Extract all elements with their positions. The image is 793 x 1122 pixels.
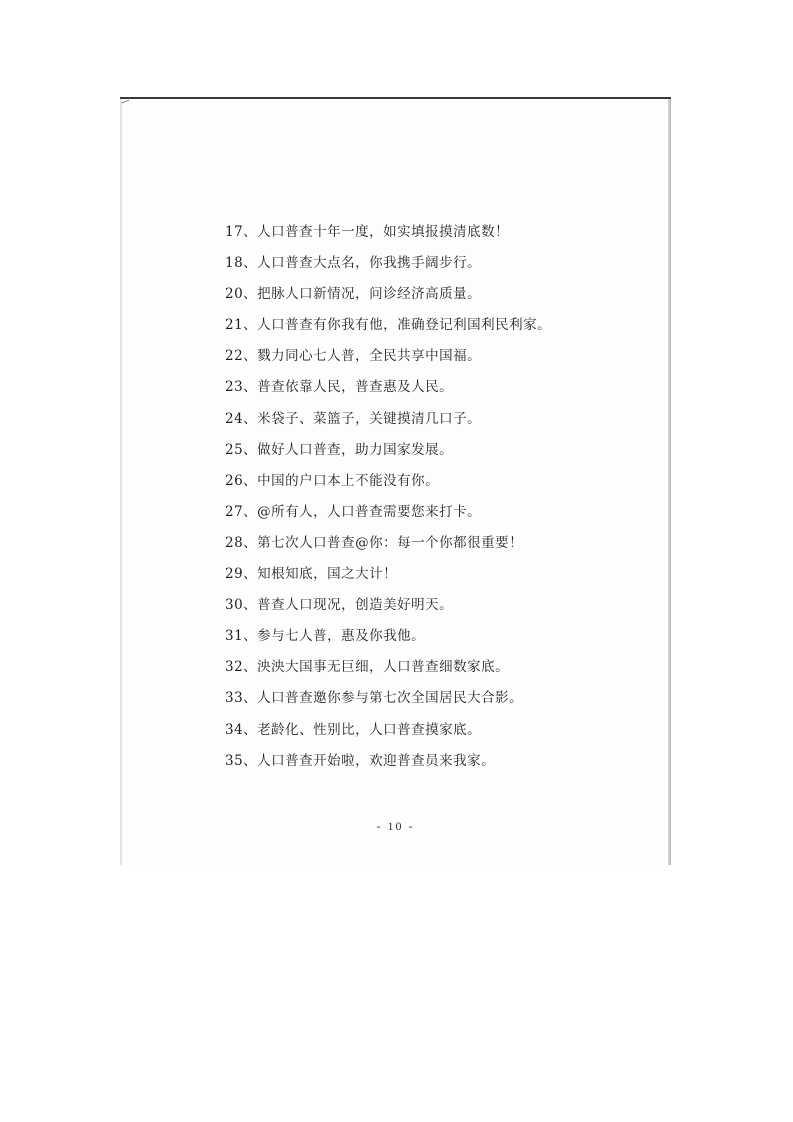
slogan-item: 31、参与七人普，惠及你我他。 (225, 628, 426, 645)
slogan-item: 33、人口普查邀你参与第七次全国居民大合影。 (225, 690, 524, 707)
slogan-item: 21、人口普查有你我有他，准确登记利国利民利家。 (225, 317, 552, 334)
slogan-item: 20、把脉人口新情况，问诊经济高质量。 (225, 286, 482, 303)
slogan-item: 30、普查人口现况，创造美好明天。 (225, 597, 454, 614)
slogan-list (225, 217, 551, 777)
slogan-item: 24、米袋子、菜篮子，关键摸清几口子。 (225, 410, 482, 427)
slogan-item: 23、普查依靠人民，普查惠及人民。 (225, 379, 454, 396)
page-left-edge (120, 99, 122, 865)
slogan-item: 28、第七次人口普查@你：每一个你都很重要！ (225, 534, 524, 551)
slogan-item: 32、泱泱大国事无巨细，人口普查细数家底。 (225, 659, 510, 676)
slogan-item: 35、人口普查开始啦，欢迎普查员来我家。 (225, 752, 496, 769)
slogan-item: 18、人口普查大点名，你我携手阔步行。 (225, 255, 482, 272)
page-right-edge-shadow (668, 99, 671, 865)
scanned-page (120, 97, 671, 865)
slogan-item: 22、戮力同心七人普，全民共享中国福。 (225, 348, 482, 365)
slogan-item: 29、知根知底，国之大计！ (225, 566, 398, 583)
page-number: - 10 - (376, 819, 415, 833)
slogan-item: 34、老龄化、性别比，人口普查摸家底。 (225, 721, 482, 738)
slogan-item: 17、人口普查十年一度，如实填报摸清底数！ (225, 224, 510, 240)
slogan-item: 25、做好人口普查，助力国家发展。 (225, 441, 454, 458)
corner-mark (121, 100, 130, 107)
slogan-item: 27、@所有人，人口普查需要您来打卡。 (225, 503, 482, 520)
slogan-item: 26、中国的户口本上不能没有你。 (225, 472, 440, 489)
